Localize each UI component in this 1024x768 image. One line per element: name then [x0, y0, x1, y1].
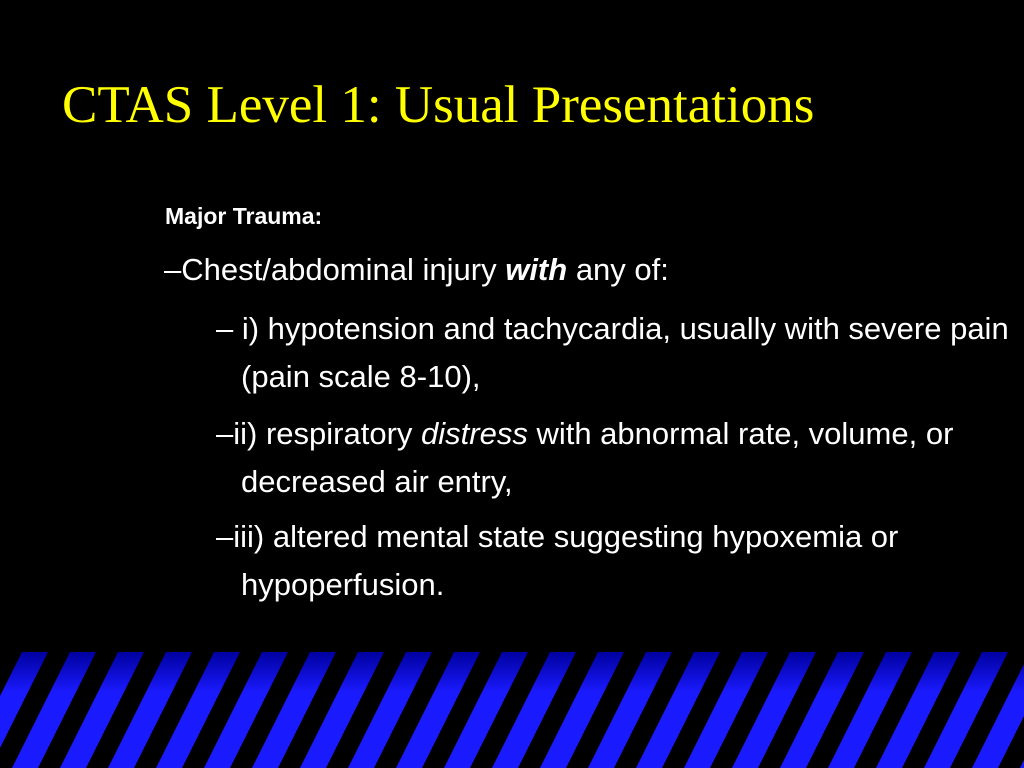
- subitem-text: i) hypotension and tachycardia, usually with severe pain (pain scale 8-10),: [233, 311, 1009, 394]
- bullet-level-1: [164, 251, 669, 289]
- subitem-mental-state: [216, 513, 1021, 609]
- decorative-stripe-band: [0, 652, 1024, 768]
- subitem-respiratory: [216, 410, 1021, 506]
- slide-title: CTAS Level 1: Usual Presentations: [62, 76, 815, 134]
- subitem-hypotension: [216, 305, 1021, 401]
- subitem-text: iii) altered mental state suggesting hypoxemia or hypoperfusion.: [233, 519, 899, 602]
- bullet-text: Chest/abdominal injury: [181, 252, 506, 287]
- subitem-text: ii) respiratory: [233, 416, 422, 451]
- section-heading: Major Trauma:: [165, 203, 323, 229]
- bullet-text-end: any of:: [567, 252, 669, 287]
- subitem-dash: –: [216, 311, 234, 346]
- subitem-text-end: with abnormal rate, volume, or decreased air entry,: [241, 416, 954, 499]
- subitem-emphasis: distress: [421, 416, 528, 451]
- subitem-dash: –: [216, 519, 234, 554]
- bullet-emphasis: with: [505, 252, 568, 287]
- subitem-dash: –: [216, 416, 234, 451]
- bullet-dash: –: [164, 252, 182, 287]
